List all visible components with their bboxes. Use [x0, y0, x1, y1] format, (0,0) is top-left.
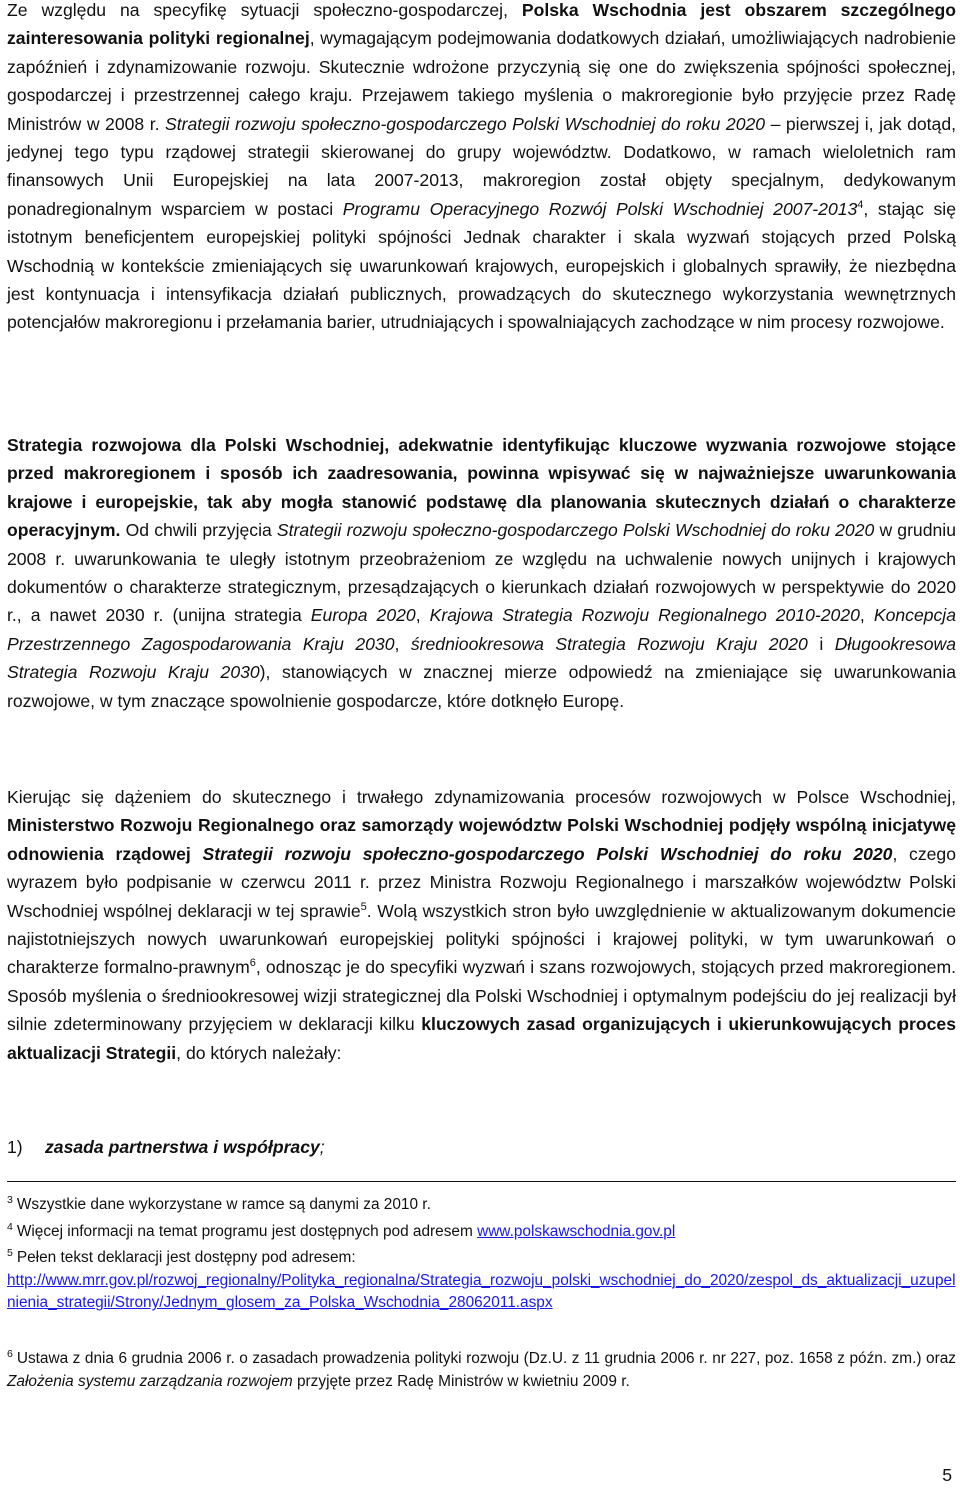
text-run: ), stanowiących w znacznej mierze odpowiedź na zmieniające się uwarunkowania rozwojowe, w tym znaczące spowolnienie gospodarcze, które dotknęło Europę. — [7, 662, 957, 711]
footnote-ref-6[interactable]: 6 — [249, 957, 256, 970]
footnote-6 — [7, 1348, 956, 1393]
footnote-italic-title: Założenia systemu zarządzania rozwojem — [7, 1372, 293, 1390]
list-item — [7, 1133, 956, 1161]
paragraph-strategy — [7, 431, 956, 715]
text-run: Kierując się dążeniem do skutecznego i trwałego zdynamizowania procesów rozwojowych w Polsce Wschodniej, — [7, 787, 956, 807]
footnote-number: 6 — [7, 1348, 13, 1360]
footnote-ref-4[interactable]: 4 — [857, 198, 864, 211]
text-run: – pierwszej i, jak dotąd, jedynej tego typu rządowej strategii skierowanej do grupy województw. Dodatkowo, w ramach wieloletnich ram finansowych Unii Europejskiej na lata 2007-2013, makroregion został objęty specjalnym, dedykowanym ponadregionalnym wsparciem w postaci — [7, 113, 956, 219]
italic-doc-title: średniookresowa Strategia Rozwoju Kraju 2020 — [410, 633, 808, 654]
italic-doc-title: Koncepcja Przestrzennego Zagospodarowania Kraju 2030 — [7, 605, 957, 654]
footnote-4 — [7, 1221, 956, 1244]
footnote-text: Pełen tekst deklaracji jest dostępny pod adresem: — [16, 1249, 356, 1266]
footnote-ref-5[interactable]: 5 — [360, 900, 367, 913]
bold-run: kluczowych zasad organizujących i ukierunkowujących proces aktualizacji Strategii — [7, 1014, 956, 1063]
text-run: , — [415, 605, 430, 626]
paragraph-initiative — [7, 783, 956, 1067]
footnote-text: Wszystkie dane wykorzystane w ramce są danymi za 2010 r. — [16, 1196, 431, 1213]
text-run: , — [859, 605, 874, 626]
italic-strategy-title: Strategii rozwoju społeczno-gospodarczego Polski Wschodniej do roku 2020 — [165, 113, 766, 134]
footnote-divider — [7, 1181, 956, 1182]
paragraph-intro — [7, 0, 956, 337]
text-run: , odnosząc je do specyfiki wyzwań i szans rozwojowych, stojących przed makroregionem. Sposób myślenia o średniookresowej wizji strategicznej dla Polski Wschodniej i optymalnym podejściu do jej realizacji był silnie zdeterminowany przyjęciem w deklaracji kilku — [7, 957, 956, 1035]
text-run: , stając się istotnym beneficjentem europejskiej polityki spójności Jednak charakter i skala wyzwań stojących przed Polską Wschodnią w kontekście zmieniających się uwarunkowań krajowych, europejskich i globalnych sprawiły, że niezbędna jest kontynuacja i intensyfikacja działań publicznych, prowadzących do skutecznego wykorzystania wewnętrznych potencjałów makroregionu i przełamania barier, utrudniających i spowalniających zachodzące w nim procesy rozwojowe. — [7, 198, 956, 333]
bold-run: Polska Wschodnia jest obszarem szczególnego zainteresowania polityki regionalnej — [7, 0, 956, 49]
footnote-number: 3 — [7, 1194, 13, 1206]
italic-strategy-title: Strategii rozwoju społeczno-gospodarczego Polski Wschodniej do roku 2020 — [276, 520, 875, 541]
text-run: . Wolą wszystkich stron było uwzględnienie w aktualizowanym dokumencie najistotniejszych nowych uwarunkowań europejskiej polityki spójności i krajowej polityki, w tym uwarunkowań o charakterze formalno-prawnym — [7, 900, 957, 978]
italic-doc-title: Europa 2020 — [310, 605, 416, 626]
footnote-text: Ustawa z dnia 6 grudnia 2006 r. o zasadach prowadzenia polityki rozwoju (Dz.U. z 11 grudnia 2006 r. nr 227, poz. 1658 z późn. zm.) oraz — [16, 1350, 956, 1367]
text-run: , czego wyrazem było podpisanie w czerwcu 2011 r. przez Ministra Rozwoju Regionalnego i marszałków województw Polski Wschodniej wspólnej deklaracji w tej sprawie — [7, 843, 956, 921]
italic-doc-title: Długookresowa Strategia Rozwoju Kraju 2030 — [7, 633, 956, 683]
footnote-text: Więcej informacji na temat programu jest dostępnych pod adresem — [16, 1223, 478, 1240]
italic-program-title: Programu Operacyjnego Rozwój Polski Wschodniej 2007-2013 — [342, 198, 858, 219]
text-run: i — [807, 633, 835, 654]
text-run: , do których należały: — [176, 1042, 342, 1063]
footnote-number: 4 — [7, 1221, 13, 1233]
page-number: 5 — [942, 1465, 952, 1485]
bold-italic-strategy-title: Strategii rozwoju społeczno-gospodarczego Polski Wschodniej do roku 2020 — [202, 843, 893, 864]
list-item-number: 1) — [7, 1137, 23, 1157]
text-run: Od chwili przyjęcia — [120, 520, 277, 541]
text-run: , wymagającym podejmowania dodatkowych działań, umożliwiających nadrobienie zapóźnień i zdynamizowanie rozwoju. Skutecznie wdrożone przyczynią się one do zwiększenia spójności społecznej, gospodarczej i przestrzennej całego kraju. Przejawem takiego myślenia o makroregionie było przyjęcie przez Radę Ministrów w 2008 r. — [7, 28, 956, 134]
footnote-5 — [7, 1247, 956, 1315]
bold-run: Ministerstwo Rozwoju Regionalnego oraz samorządy województw Polski Wschodniej podjęły wspólną inicjatywę odnowienia rządowej — [7, 815, 956, 864]
footnote-number: 5 — [7, 1247, 13, 1259]
text-run: w grudniu 2008 r. uwarunkowania te uległy istotnym przeobrażeniom ze względu na uchwalenie nowych unijnych i krajowych dokumentów o charakterze strategicznym, przesądzających o kierunkach działań rozwojowych w perspektywie do 2020 r., a nawet 2030 r. (unijna strategia — [7, 520, 956, 626]
footnote-3 — [7, 1194, 956, 1217]
text-run: , — [394, 633, 411, 654]
bold-run: Strategia rozwojowa dla Polski Wschodniej, adekwatnie identyfikując kluczowe wyzwania rozwojowe stojące przed makroregionem i sposób ich zaadresowania, powinna wpisywać się w najważniejsze uwarunkowania krajowe i europejskie, tak aby mogła stanowić podstawę dla planowania skutecznych działań o charakterze operacyjnym. — [7, 435, 956, 541]
footnote-text: przyjęte przez Radę Ministrów w kwietniu 2009 r. — [292, 1372, 630, 1390]
text-run: Ze względu na specyfikę sytuacji społeczno-gospodarczej, — [7, 0, 522, 20]
program-website-link[interactable]: www.polskawschodnia.gov.pl — [477, 1223, 676, 1240]
declaration-url-link[interactable]: http://www.mrr.gov.pl/rozwoj_regionalny/Polityka_regionalna/Strategia_rozwoju_polski_wschodniej_do_2020/zespol_ds_aktualizacji_uzupelnienia_strategii/Strony/Jednym_glosem_za_Polska_Wschodnia_28062011.aspx — [7, 1271, 956, 1312]
list-item-suffix: ; — [319, 1137, 325, 1157]
italic-doc-title: Krajowa Strategia Rozwoju Regionalnego 2010-2020 — [429, 605, 860, 626]
list-item-text: zasada partnerstwa i współpracy — [45, 1137, 320, 1157]
